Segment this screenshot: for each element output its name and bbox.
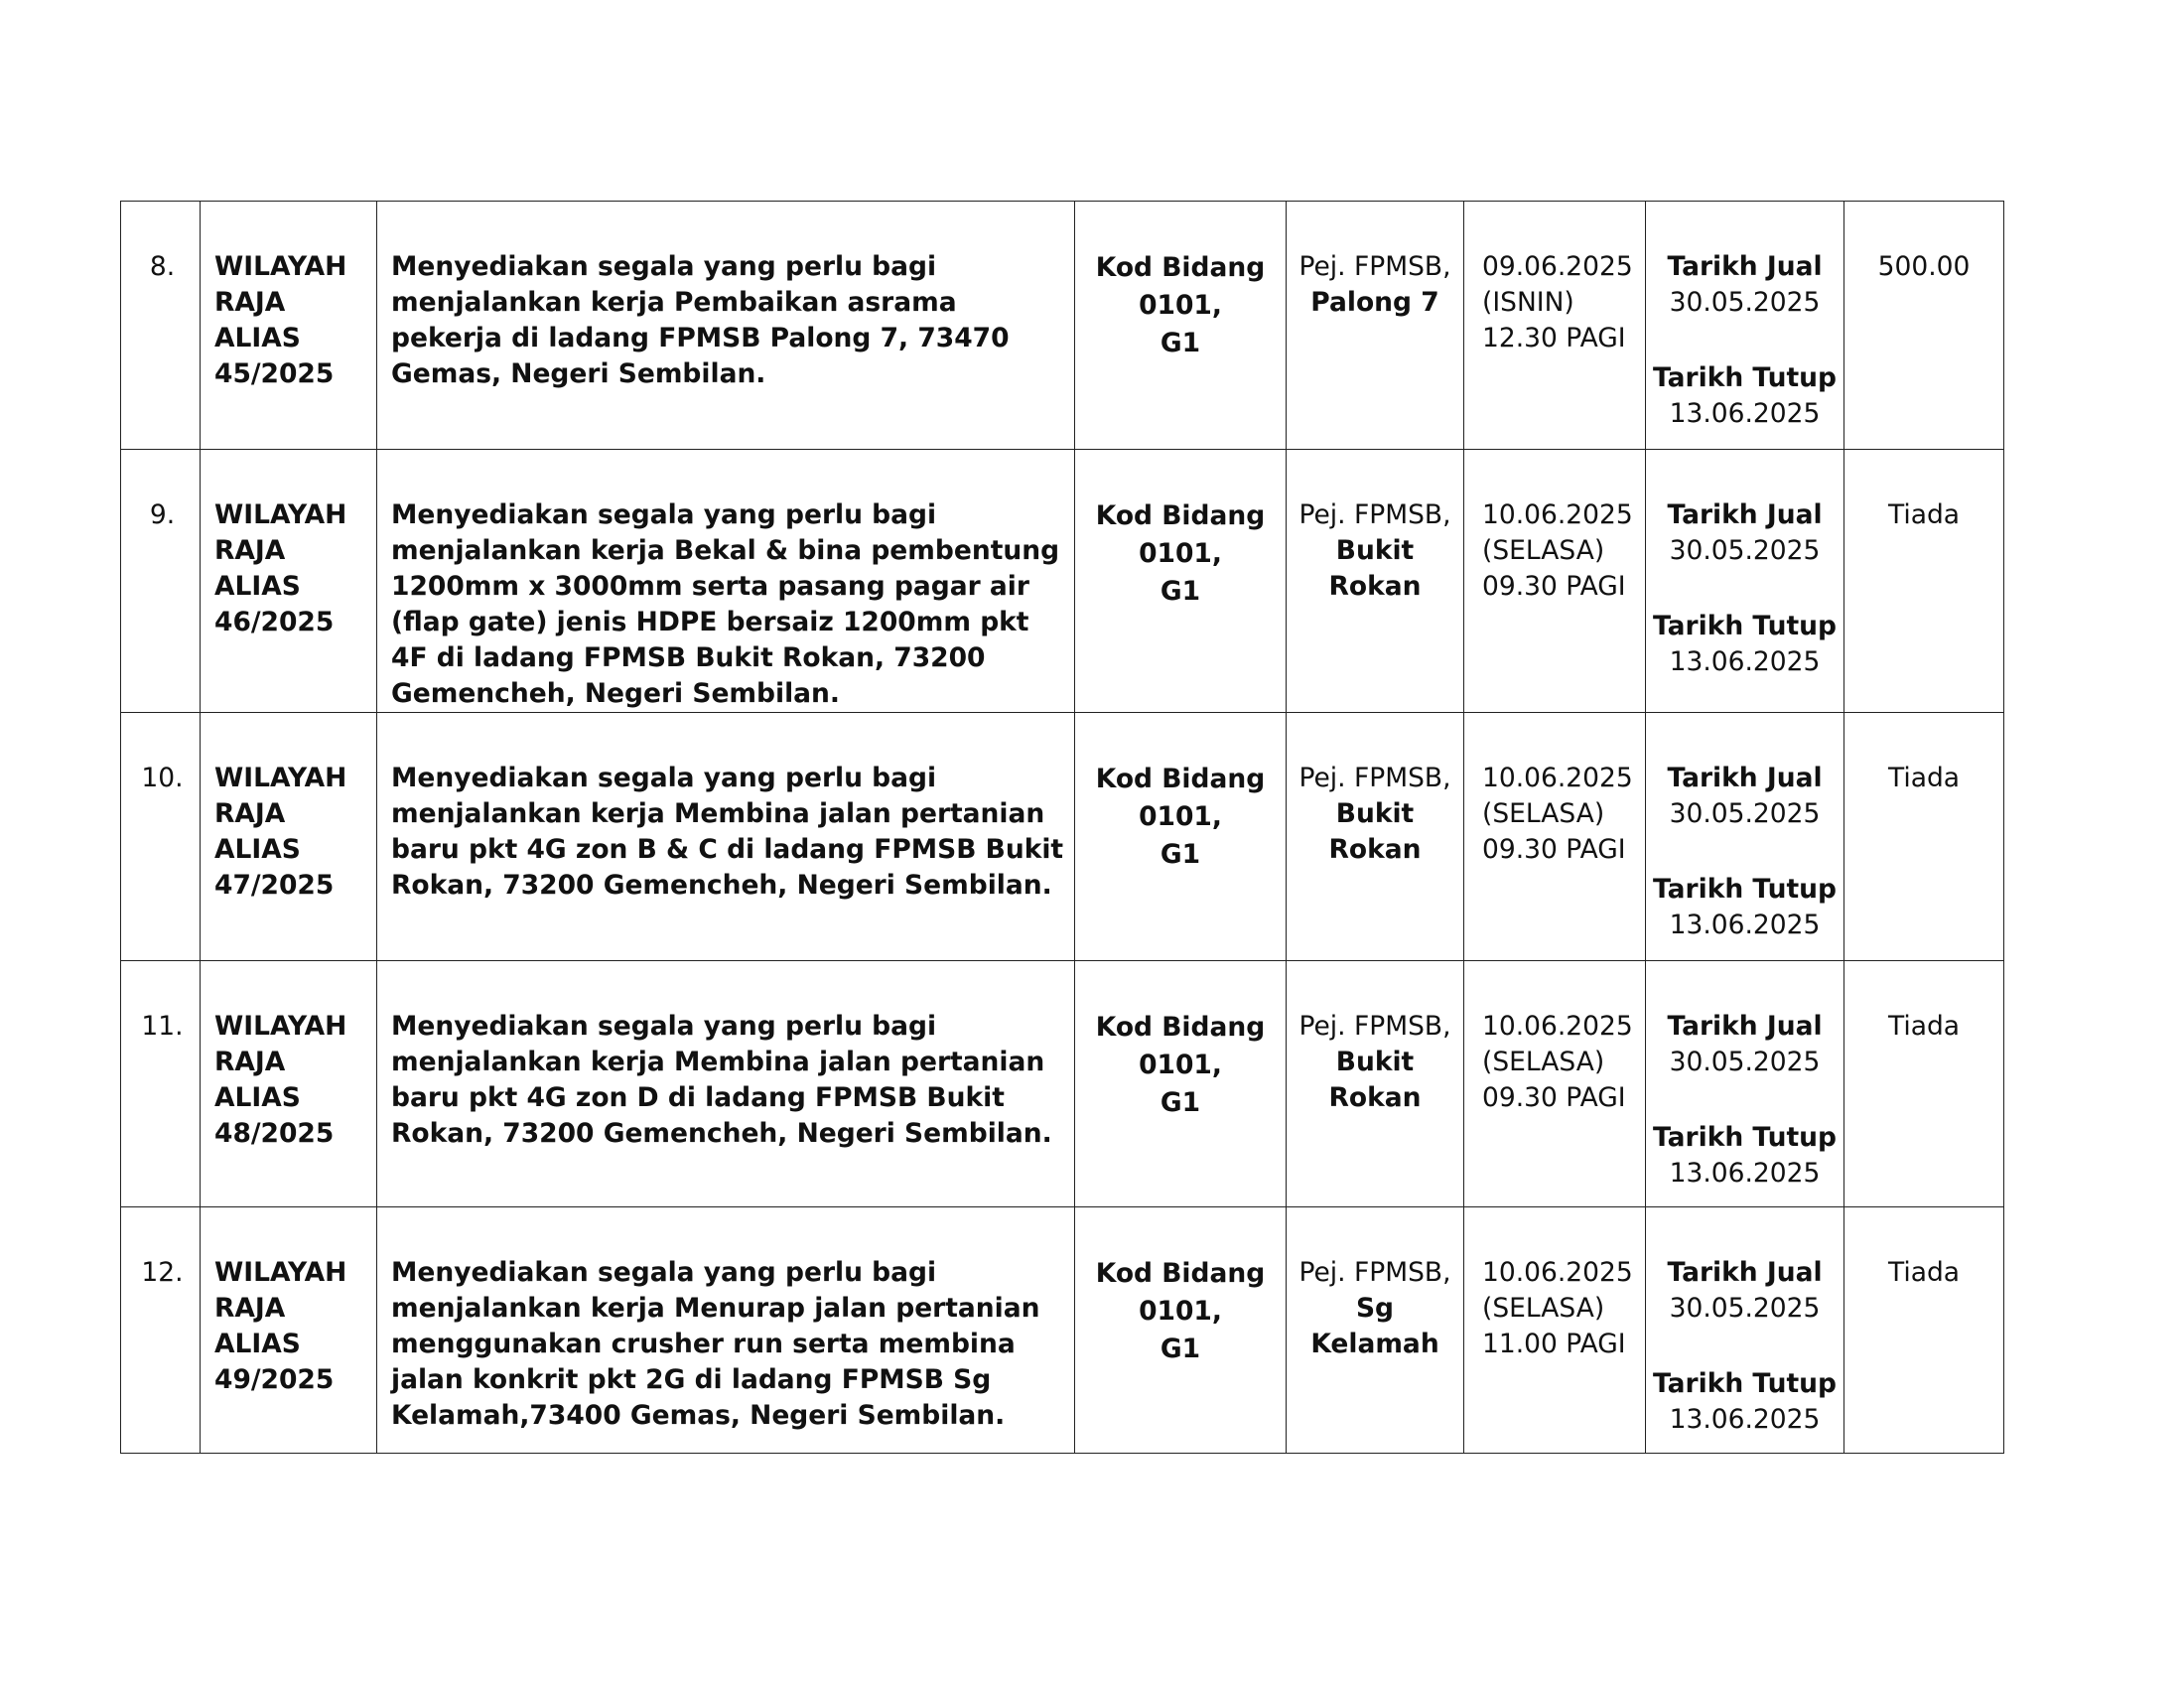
- description-text: Menyediakan segala yang perlu bagi menjalankan kerja Bekal & bina pembentung 1200mm x 3000mm serta pasang pagar air (flap gate) jenis HDPE bersaiz 1200mm pkt 4F di ladang FPMSB Bukit Rokan, 73200 Gemencheh, Negeri Sembilan.: [391, 499, 1060, 709]
- date-cell: [1464, 713, 1646, 961]
- row-number: 9.: [149, 499, 176, 530]
- kod-line: G1: [1160, 839, 1201, 870]
- reference-cell: [201, 450, 377, 713]
- sale-date: 30.05.2025: [1669, 1293, 1821, 1324]
- kod-line: 0101,: [1139, 1296, 1222, 1327]
- price: Tiada: [1887, 763, 1961, 793]
- kod-line: Kod Bidang: [1095, 1258, 1266, 1289]
- kod-bidang-cell: [1075, 1207, 1287, 1454]
- reference-cell: [201, 961, 377, 1207]
- tender-table: [120, 201, 2004, 1454]
- sale-close-date-cell: [1646, 450, 1844, 713]
- office-cell: [1287, 1207, 1464, 1454]
- description-cell: [377, 202, 1075, 450]
- date-line: 10.06.2025: [1482, 1011, 1633, 1042]
- price-cell: [1844, 1207, 2004, 1454]
- reference-line: ALIAS: [214, 571, 301, 602]
- office-label: Pej. FPMSB,: [1298, 763, 1451, 793]
- table-row: [121, 961, 2004, 1207]
- close-date: 13.06.2025: [1669, 1158, 1821, 1189]
- office-name: Bukit: [1335, 798, 1415, 829]
- reference-line: RAJA: [214, 287, 286, 318]
- reference-line: 49/2025: [214, 1364, 335, 1395]
- reference-line: ALIAS: [214, 323, 301, 353]
- price-cell: [1844, 961, 2004, 1207]
- time-line: 11.00 PAGI: [1482, 1329, 1626, 1359]
- price: Tiada: [1887, 499, 1961, 530]
- price-cell: [1844, 713, 2004, 961]
- kod-line: Kod Bidang: [1095, 1012, 1266, 1043]
- row-number: 8.: [149, 251, 176, 282]
- reference-line: ALIAS: [214, 1329, 301, 1359]
- reference-line: 48/2025: [214, 1118, 335, 1149]
- description-cell: [377, 1207, 1075, 1454]
- sale-date-label: Tarikh Jual: [1667, 1011, 1823, 1042]
- office-label: Pej. FPMSB,: [1298, 499, 1451, 530]
- time-line: 09.30 PAGI: [1482, 571, 1626, 602]
- kod-bidang-cell: [1075, 713, 1287, 961]
- kod-bidang-cell: [1075, 961, 1287, 1207]
- date-line: 10.06.2025: [1482, 499, 1633, 530]
- day-line: (SELASA): [1482, 535, 1605, 566]
- office-cell: [1287, 961, 1464, 1207]
- kod-line: G1: [1160, 1334, 1201, 1364]
- time-line: 12.30 PAGI: [1482, 323, 1626, 353]
- sale-date-label: Tarikh Jual: [1667, 251, 1823, 282]
- row-number: 11.: [141, 1011, 184, 1042]
- row-number: 12.: [141, 1257, 184, 1288]
- row-number-cell: [121, 450, 201, 713]
- office-cell: [1287, 202, 1464, 450]
- office-name: Palong 7: [1310, 287, 1439, 318]
- office-name: Bukit: [1335, 1047, 1415, 1077]
- sale-date-label: Tarikh Jual: [1667, 499, 1823, 530]
- description-text: Menyediakan segala yang perlu bagi menjalankan kerja Pembaikan asrama pekerja di ladang FPMSB Palong 7, 73470 Gemas, Negeri Sembilan.: [391, 251, 1010, 389]
- sale-close-date-cell: [1646, 961, 1844, 1207]
- kod-line: G1: [1160, 1087, 1201, 1118]
- office-label: Pej. FPMSB,: [1298, 1257, 1451, 1288]
- office-name: Bukit: [1335, 535, 1415, 566]
- day-line: (ISNIN): [1482, 287, 1574, 318]
- reference-line: RAJA: [214, 1047, 286, 1077]
- kod-line: G1: [1160, 328, 1201, 358]
- row-number-cell: [121, 202, 201, 450]
- date-cell: [1464, 1207, 1646, 1454]
- kod-line: 0101,: [1139, 1050, 1222, 1080]
- price: 500.00: [1877, 251, 1971, 282]
- row-number-cell: [121, 961, 201, 1207]
- day-line: (SELASA): [1482, 1293, 1605, 1324]
- spacer: [1646, 1080, 1843, 1120]
- office-label: Pej. FPMSB,: [1298, 251, 1451, 282]
- office-cell: [1287, 450, 1464, 713]
- close-date: 13.06.2025: [1669, 910, 1821, 940]
- office-label: Pej. FPMSB,: [1298, 1011, 1451, 1042]
- kod-line: G1: [1160, 576, 1201, 607]
- sale-close-date-cell: [1646, 202, 1844, 450]
- office-name: Sg: [1355, 1293, 1395, 1324]
- kod-line: 0101,: [1139, 538, 1222, 569]
- table-row: [121, 202, 2004, 450]
- sale-date: 30.05.2025: [1669, 798, 1821, 829]
- kod-bidang-cell: [1075, 202, 1287, 450]
- spacer: [1646, 832, 1843, 872]
- date-line: 09.06.2025: [1482, 251, 1633, 282]
- spacer: [1646, 321, 1843, 360]
- close-date-label: Tarikh Tutup: [1653, 611, 1837, 641]
- kod-line: 0101,: [1139, 801, 1222, 832]
- reference-line: RAJA: [214, 535, 286, 566]
- sale-date-label: Tarikh Jual: [1667, 1257, 1823, 1288]
- sale-date-label: Tarikh Jual: [1667, 763, 1823, 793]
- table-row: [121, 1207, 2004, 1454]
- price: Tiada: [1887, 1011, 1961, 1042]
- row-number-cell: [121, 713, 201, 961]
- reference-line: WILAYAH: [214, 499, 347, 530]
- row-number-cell: [121, 1207, 201, 1454]
- time-line: 09.30 PAGI: [1482, 834, 1626, 865]
- close-date: 13.06.2025: [1669, 398, 1821, 429]
- sale-close-date-cell: [1646, 1207, 1844, 1454]
- row-number: 10.: [141, 763, 184, 793]
- table-body: [121, 202, 2004, 1454]
- sale-date: 30.05.2025: [1669, 535, 1821, 566]
- reference-line: WILAYAH: [214, 763, 347, 793]
- table-row: [121, 713, 2004, 961]
- reference-line: 45/2025: [214, 358, 335, 389]
- description-cell: [377, 961, 1075, 1207]
- reference-cell: [201, 713, 377, 961]
- close-date: 13.06.2025: [1669, 646, 1821, 677]
- date-cell: [1464, 961, 1646, 1207]
- office-cell: [1287, 713, 1464, 961]
- kod-line: Kod Bidang: [1095, 764, 1266, 794]
- close-date-label: Tarikh Tutup: [1653, 1368, 1837, 1399]
- reference-line: WILAYAH: [214, 1011, 347, 1042]
- sale-close-date-cell: [1646, 713, 1844, 961]
- description-text: Menyediakan segala yang perlu bagi menjalankan kerja Membina jalan pertanian baru pkt 4G zon B & C di ladang FPMSB Bukit Rokan, 73200 Gemencheh, Negeri Sembilan.: [391, 763, 1064, 901]
- table-row: [121, 450, 2004, 713]
- reference-line: WILAYAH: [214, 1257, 347, 1288]
- office-name: Kelamah: [1310, 1329, 1439, 1359]
- reference-line: ALIAS: [214, 1082, 301, 1113]
- reference-cell: [201, 1207, 377, 1454]
- time-line: 09.30 PAGI: [1482, 1082, 1626, 1113]
- description-cell: [377, 450, 1075, 713]
- reference-line: WILAYAH: [214, 251, 347, 282]
- reference-line: RAJA: [214, 1293, 286, 1324]
- description-cell: [377, 713, 1075, 961]
- kod-line: Kod Bidang: [1095, 252, 1266, 283]
- price-cell: [1844, 450, 2004, 713]
- close-date-label: Tarikh Tutup: [1653, 1122, 1837, 1153]
- date-line: 10.06.2025: [1482, 763, 1633, 793]
- date-cell: [1464, 450, 1646, 713]
- office-name: Rokan: [1328, 1082, 1422, 1113]
- kod-line: 0101,: [1139, 290, 1222, 321]
- close-date: 13.06.2025: [1669, 1404, 1821, 1435]
- reference-line: ALIAS: [214, 834, 301, 865]
- spacer: [1646, 569, 1843, 609]
- reference-cell: [201, 202, 377, 450]
- description-text: Menyediakan segala yang perlu bagi menjalankan kerja Menurap jalan pertanian menggunakan crusher run serta membina jalan konkrit pkt 2G di ladang FPMSB Sg Kelamah,73400 Gemas, Negeri Sembilan.: [391, 1257, 1040, 1431]
- spacer: [1646, 1327, 1843, 1366]
- sale-date: 30.05.2025: [1669, 1047, 1821, 1077]
- close-date-label: Tarikh Tutup: [1653, 362, 1837, 393]
- office-name: Rokan: [1328, 834, 1422, 865]
- description-text: Menyediakan segala yang perlu bagi menjalankan kerja Membina jalan pertanian baru pkt 4G zon D di ladang FPMSB Bukit Rokan, 73200 Gemencheh, Negeri Sembilan.: [391, 1011, 1052, 1149]
- office-name: Rokan: [1328, 571, 1422, 602]
- reference-line: RAJA: [214, 798, 286, 829]
- kod-line: Kod Bidang: [1095, 500, 1266, 531]
- day-line: (SELASA): [1482, 798, 1605, 829]
- reference-line: 46/2025: [214, 607, 335, 637]
- date-line: 10.06.2025: [1482, 1257, 1633, 1288]
- close-date-label: Tarikh Tutup: [1653, 874, 1837, 905]
- reference-line: 47/2025: [214, 870, 335, 901]
- price-cell: [1844, 202, 2004, 450]
- kod-bidang-cell: [1075, 450, 1287, 713]
- price: Tiada: [1887, 1257, 1961, 1288]
- sale-date: 30.05.2025: [1669, 287, 1821, 318]
- day-line: (SELASA): [1482, 1047, 1605, 1077]
- date-cell: [1464, 202, 1646, 450]
